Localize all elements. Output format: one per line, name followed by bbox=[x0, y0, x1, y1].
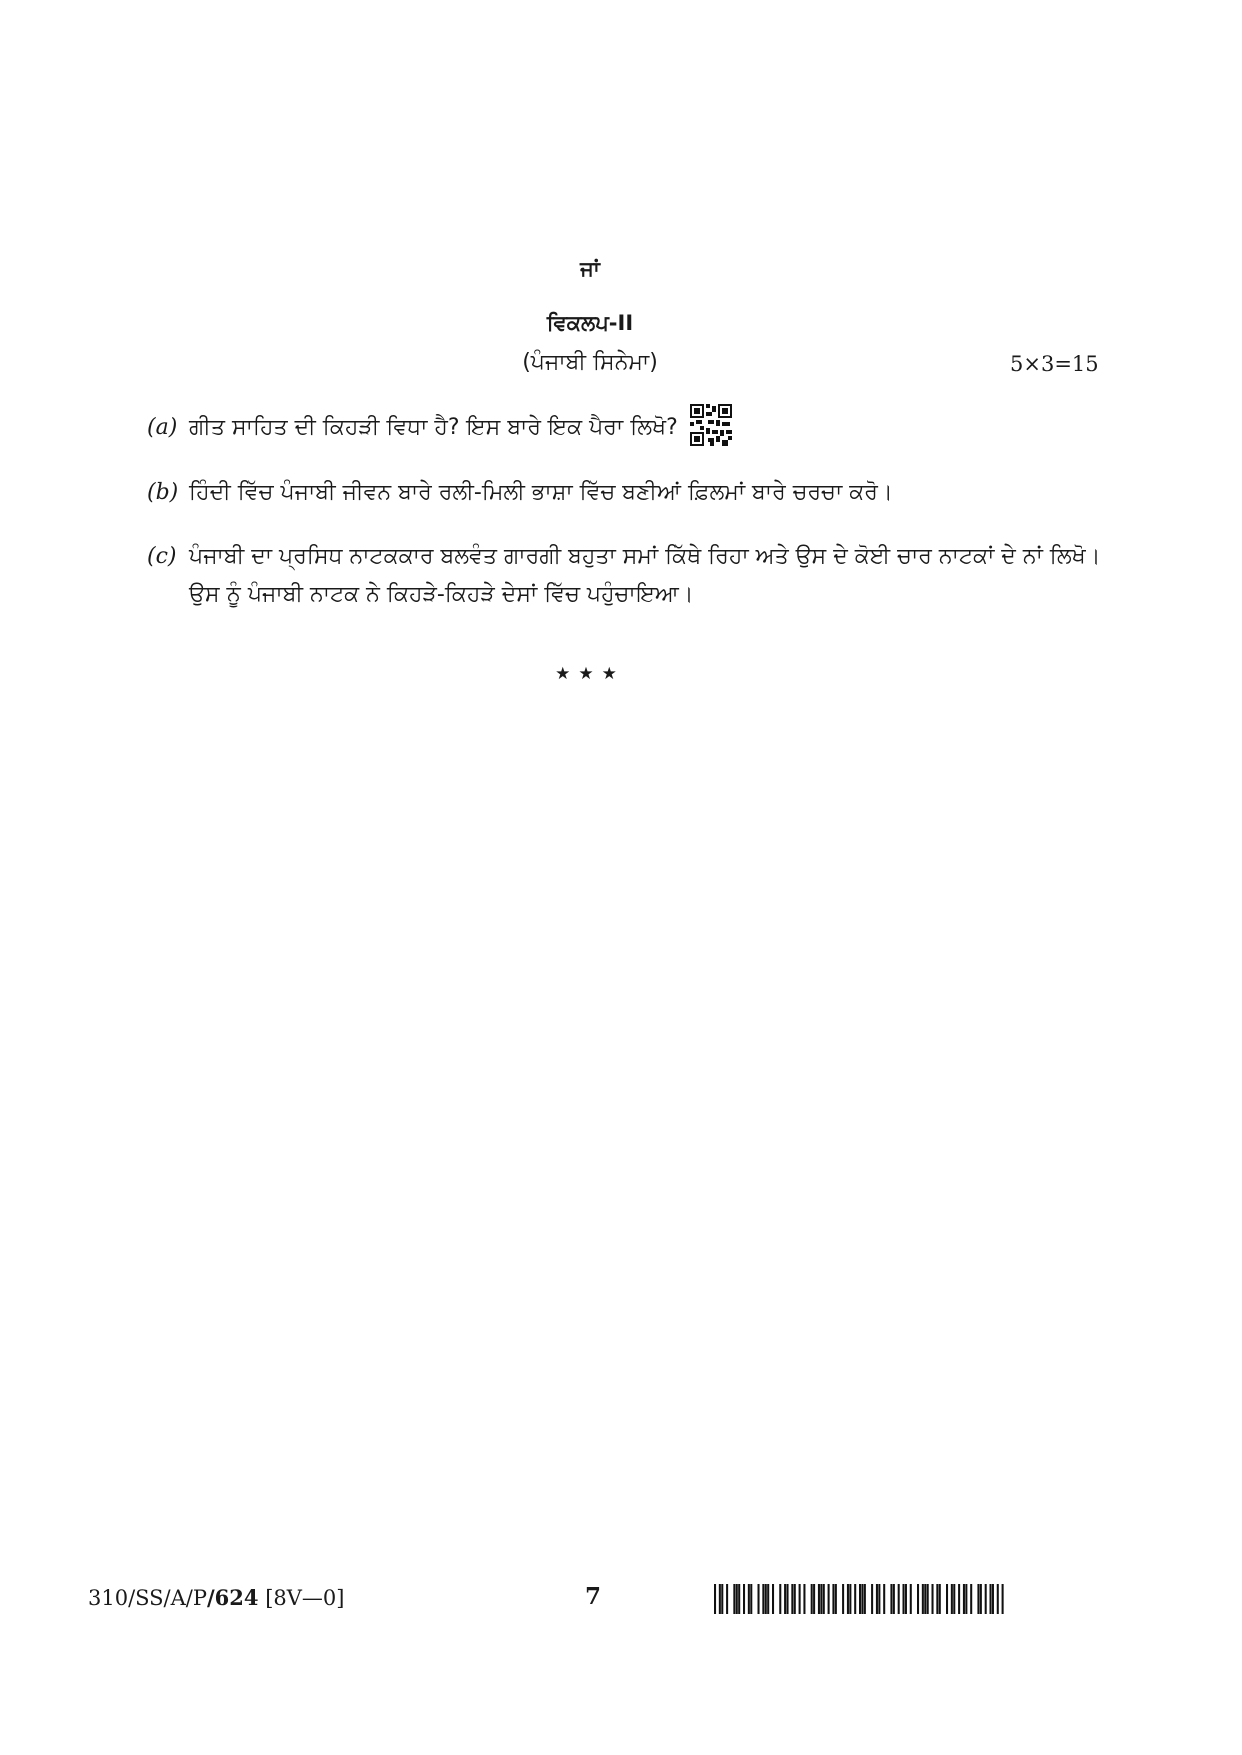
barcode-icon bbox=[714, 1584, 1004, 1614]
paper-code bbox=[88, 1585, 344, 1610]
end-marker: ★★★ bbox=[555, 664, 625, 684]
question-label: (a) bbox=[147, 415, 178, 440]
marks-allocation: 5×3=15 bbox=[1010, 352, 1099, 376]
or-heading: ਜਾਂ bbox=[580, 257, 600, 281]
question-a bbox=[147, 409, 1107, 447]
question-label: (b) bbox=[147, 480, 179, 505]
question-text: ਗੀਤ ਸਾਹਿਤ ਦੀ ਕਿਹੜੀ ਵਿਧਾ ਹੈ? ਇਸ ਬਾਰੇ ਇਕ ਪੈਰਾ ਲਿਖੋ? bbox=[189, 415, 678, 440]
option-title: ਵਿਕਲਪ-II bbox=[546, 311, 634, 335]
option-subtitle: (ਪੰਜਾਬੀ ਸਿਨੇਮਾ) bbox=[522, 350, 658, 375]
question-b bbox=[147, 474, 1107, 512]
qr-code-icon[interactable] bbox=[690, 404, 732, 446]
question-text-wrapper bbox=[189, 409, 1107, 447]
question-label: (c) bbox=[147, 544, 177, 569]
question-c bbox=[147, 538, 1107, 614]
paper-code-prefix: 310/SS/A/P bbox=[88, 1586, 208, 1610]
question-text: ਪੰਜਾਬੀ ਦਾ ਪ੍ਰਸਿਧ ਨਾਟਕਕਾਰ ਬਲਵੰਤ ਗਾਰਗੀ ਬਹੁਤਾ ਸਮਾਂ ਕਿੱਥੇ ਰਿਹਾ ਅਤੇ ਉਸ ਦੇ ਕੋਈ ਚਾਰ ਨਾਟਕਾਂ ਦੇ ਨਾਂ ਲਿਖੋ। ਉਸ ਨੂੰ ਪੰਜਾਬੀ ਨਾਟਕ ਨੇ ਕਿਹੜੇ-ਕਿਹੜੇ ਦੇਸਾਂ ਵਿੱਚ ਪਹੁੰਚਾਇਆ। bbox=[189, 544, 1101, 607]
question-text: ਹਿੰਦੀ ਵਿੱਚ ਪੰਜਾਬੀ ਜੀਵਨ ਬਾਰੇ ਰਲੀ-ਮਿਲੀ ਭਾਸ਼ਾ ਵਿੱਚ ਬਣੀਆਂ ਫ਼ਿਲਮਾਂ ਬਾਰੇ ਚਰਚਾ ਕਰੋ। bbox=[189, 480, 893, 505]
paper-code-suffix: [8V—0] bbox=[258, 1586, 345, 1610]
page-number: 7 bbox=[585, 1583, 602, 1610]
paper-code-number: /624 bbox=[207, 1585, 259, 1610]
